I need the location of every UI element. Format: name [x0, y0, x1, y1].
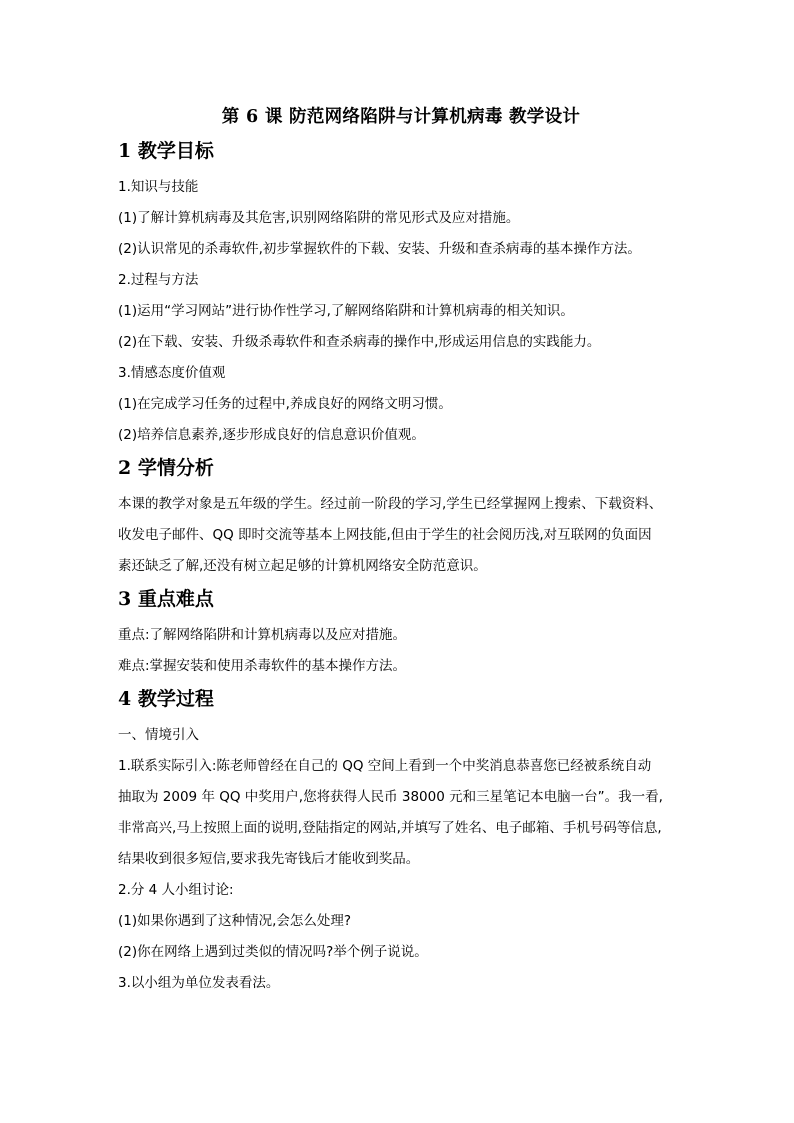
paragraph: 3.情感态度价值观 [118, 365, 226, 381]
section-heading: 4 教学过程 [118, 688, 214, 710]
paragraph: (2)培养信息素养,逐步形成良好的信息意识价值观。 [118, 427, 425, 443]
paragraph: (1)了解计算机病毒及其危害,识别网络陷阱的常见形式及应对措施。 [118, 210, 520, 226]
paragraph: (1)在完成学习任务的过程中,养成良好的网络文明习惯。 [118, 396, 452, 412]
paragraph: 收发电子邮件、QQ 即时交流等基本上网技能,但由于学生的社会阅历浅,对互联网的负面因 [118, 527, 652, 543]
paragraph: (2)在下载、安装、升级杀毒软件和查杀病毒的操作中,形成运用信息的实践能力。 [118, 334, 601, 350]
paragraph: 2.过程与方法 [118, 272, 199, 288]
paragraph: 难点:掌握安装和使用杀毒软件的基本操作方法。 [118, 658, 407, 674]
section-heading: 1 教学目标 [118, 140, 214, 162]
paragraph: 重点:了解网络陷阱和计算机病毒以及应对措施。 [118, 627, 407, 643]
paragraph: (1)如果你遇到了这种情况,会怎么处理? [118, 913, 352, 929]
paragraph: 2.分 4 人小组讨论: [118, 882, 234, 898]
section-objectives [118, 138, 684, 451]
section-heading: 3 重点难点 [118, 588, 214, 610]
section-key-points [118, 586, 684, 682]
paragraph: 1.知识与技能 [118, 179, 199, 195]
paragraph: (2)认识常见的杀毒软件,初步掌握软件的下载、安装、升级和查杀病毒的基本操作方法。 [118, 241, 641, 257]
paragraph: 1.联系实际引入:陈老师曾经在自己的 QQ 空间上看到一个中奖消息恭喜您已经被系统自动 [118, 758, 652, 774]
section-learner-analysis [118, 455, 684, 582]
paragraph: 抽取为 2009 年 QQ 中奖用户,您将获得人民币 38000 元和三星笔记本电脑一台”。我一看, [118, 789, 663, 805]
paragraph: (2)你在网络上遇到过类似的情况吗?举个例子说说。 [118, 944, 428, 960]
paragraph: 结果收到很多短信,要求我先寄钱后才能收到奖品。 [118, 851, 420, 867]
paragraph: (1)运用“学习网站”进行协作性学习,了解网络陷阱和计算机病毒的相关知识。 [118, 303, 574, 319]
document-page [118, 100, 684, 999]
paragraph: 非常高兴,马上按照上面的说明,登陆指定的网站,并填写了姓名、电子邮箱、手机号码等信息, [118, 820, 662, 836]
paragraph: 素还缺乏了解,还没有树立起足够的计算机网络安全防范意识。 [118, 558, 487, 574]
paragraph: 3.以小组为单位发表看法。 [118, 975, 280, 991]
section-teaching-process [118, 686, 684, 999]
paragraph: 一、情境引入 [118, 727, 199, 743]
paragraph: 本课的教学对象是五年级的学生。经过前一阶段的学习,学生已经掌握网上搜索、下载资料、 [118, 496, 663, 512]
document-title: 第 6 课 防范网络陷阱与计算机病毒 教学设计 [221, 107, 581, 127]
section-heading: 2 学情分析 [118, 457, 214, 479]
